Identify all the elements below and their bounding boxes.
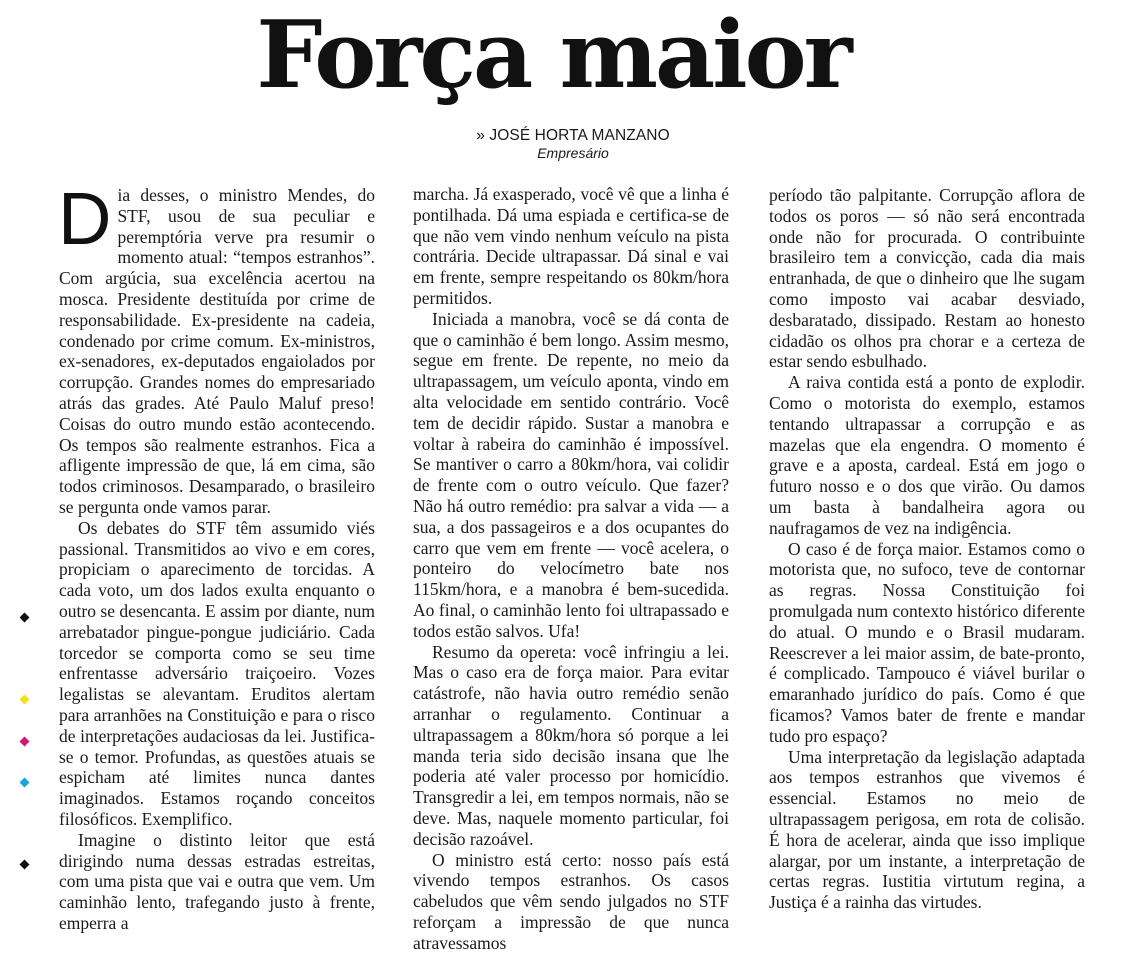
byline <box>0 126 1146 162</box>
registration-mark-magenta <box>20 737 30 747</box>
paragraph: A raiva contida está a ponto de explodir. Como o motorista do exemplo, estamos tentando ultrapassar a corrupção e as mazelas que ela engendra. O momento é grave e a aposta, cardeal. Está em jogo o futuro nosso e o dos que virão. Ou damos um basta à bandalheira agora ou naufragamos de vez na indigência. <box>769 372 1085 538</box>
paragraph: período tão palpitante. Corrupção aflora de todos os poros — só não será encontrada onde não for procurada. O contribuinte brasileiro tem a convicção, cada dia mais entranhada, de que o dinheiro que lhe sugam como imposto vai acabar desviado, desbaratado, dissipado. Restam ao honesto cidadão os olhos pra chorar e a certeza de estar sendo esbulhado. <box>769 185 1085 372</box>
registration-mark-black <box>20 613 30 623</box>
article-column-3 <box>769 185 1085 905</box>
paragraph: Resumo da opereta: você infringiu a lei. Mas o caso era de força maior. Para evitar catástrofe, não havia outro remédio senão arranhar o regulamento. Continuar a ultrapassagem a 80km/hora só porque a lei manda teria sido decisão insana que lhe poderia até valer processo por homicídio. Transgredir a lei, em tempos normais, não se deve. Mas, naquele momento particular, foi decisão razoável. <box>413 642 729 850</box>
author-name: » JOSÉ HORTA MANZANO <box>0 126 1146 145</box>
paragraph: Uma interpretação da legislação adaptada aos tempos estranhos que vivemos é essencial. Estamos no meio de ultrapassagem perigosa, em rota de colisão. É hora de acelerar, ainda que isso implique alargar, por um instante, a interpretação de certas regras. Iustitia virtutum regina, a Justiça é a rainha das virtudes. <box>769 747 1085 913</box>
paragraph: O caso é de força maior. Estamos como o motorista que, no sufoco, teve de contornar as regras. Nossa Constituição foi promulgada num contexto histórico diferente do atual. O mundo e o Brasil mudaram. Reescrever a lei maior assim, de bate-pronto, é complicado. Tampouco é viável burilar o emaranhado jurídico do país. Como é que ficamos? Vamos bater de frente e mandar tudo pro espaço? <box>769 539 1085 747</box>
article-column-2 <box>413 184 729 904</box>
registration-mark-yellow <box>20 695 30 705</box>
paragraph: O ministro está certo: nosso país está vivendo tempos estranhos. Os casos cabeludos que vêm sendo julgados no STF reforçam a impressão de que nunca atravessamos <box>413 850 729 953</box>
author-role: Empresário <box>0 145 1146 162</box>
registration-mark-black-2 <box>20 860 30 870</box>
paragraph: ia desses, o ministro Mendes, do STF, usou de sua peculiar e peremptória verve pra resumir o momento atual: “tempos estranhos”. Com argúcia, sua excelência acertou na mosca. Presidente destituída por crime de responsabilidade. Ex-presidente na cadeia, condenado por crime comum. Ex-ministros, ex-senadores, ex-deputados engaiolados por corrupção. Grandes nomes do empresariado atrás das grades. Até Paulo Maluf preso! Coisas do outro mundo estão acontecendo. Os tempos são realmente estranhos. Fica a afligente impressão de que, lá em cima, são todos criminosos. Desamparado, o brasileiro se pergunta onde vamos parar. <box>59 185 375 518</box>
registration-mark-cyan <box>20 778 30 788</box>
paragraph: marcha. Já exasperado, você vê que a linha é pontilhada. Dá uma espiada e certifica-se de que não vem vindo nenhum veículo na pista contrária. Decide ultrapassar. Dá sinal e vai em frente, sempre respeitando os 80km/hora permitidos. <box>413 184 729 309</box>
drop-cap: D <box>58 189 111 251</box>
headline: Força maior <box>0 0 1106 114</box>
paragraph: Os debates do STF têm assumido viés passional. Transmitidos ao vivo e em cores, propiciam o aparecimento de torcidas. A cada voto, um dos lados exulta enquanto o outro se desencanta. E assim por diante, num arrebatador pingue-pongue judiciário. Cada torcedor se comporta como se seu time enfrentasse adversário traiçoeiro. Vozes legalistas se alevantam. Eruditos alertam para arranhões na Constituição e para o risco de interpretações audaciosas da lei. Justifica-se o temor. Profundas, as questões atuais se espicham até limites nunca dantes imaginados. Estamos roçando conceitos filosóficos. Exemplifico. <box>59 518 375 830</box>
paragraph: Imagine o distinto leitor que está dirigindo numa dessas estradas estreitas, com uma pista que vai e outra que vem. Um caminhão lento, trafegando justo à frente, emperra a <box>59 830 375 934</box>
article-column-1 <box>59 185 375 905</box>
paragraph: Iniciada a manobra, você se dá conta de que o caminhão é bem longo. Assim mesmo, segue em frente. De repente, no meio da ultrapassagem, um veículo aponta, vindo em alta velocidade em sentido contrário. Você tem de decidir rápido. Sustar a manobra e voltar à rabeira do caminhão é impossível. Se mantiver o carro a 80km/hora, vai colidir de frente com o outro veículo. Que fazer? Não há outro remédio: pra salvar a vida — a sua, a dos passageiros e a dos ocupantes do carro que vem em frente — você acelera, o ponteiro do velocímetro bate nos 115km/hora, e a manobra é bem-sucedida. Ao final, o caminhão lento foi ultrapassado e todos estão salvos. Ufa! <box>413 309 729 642</box>
